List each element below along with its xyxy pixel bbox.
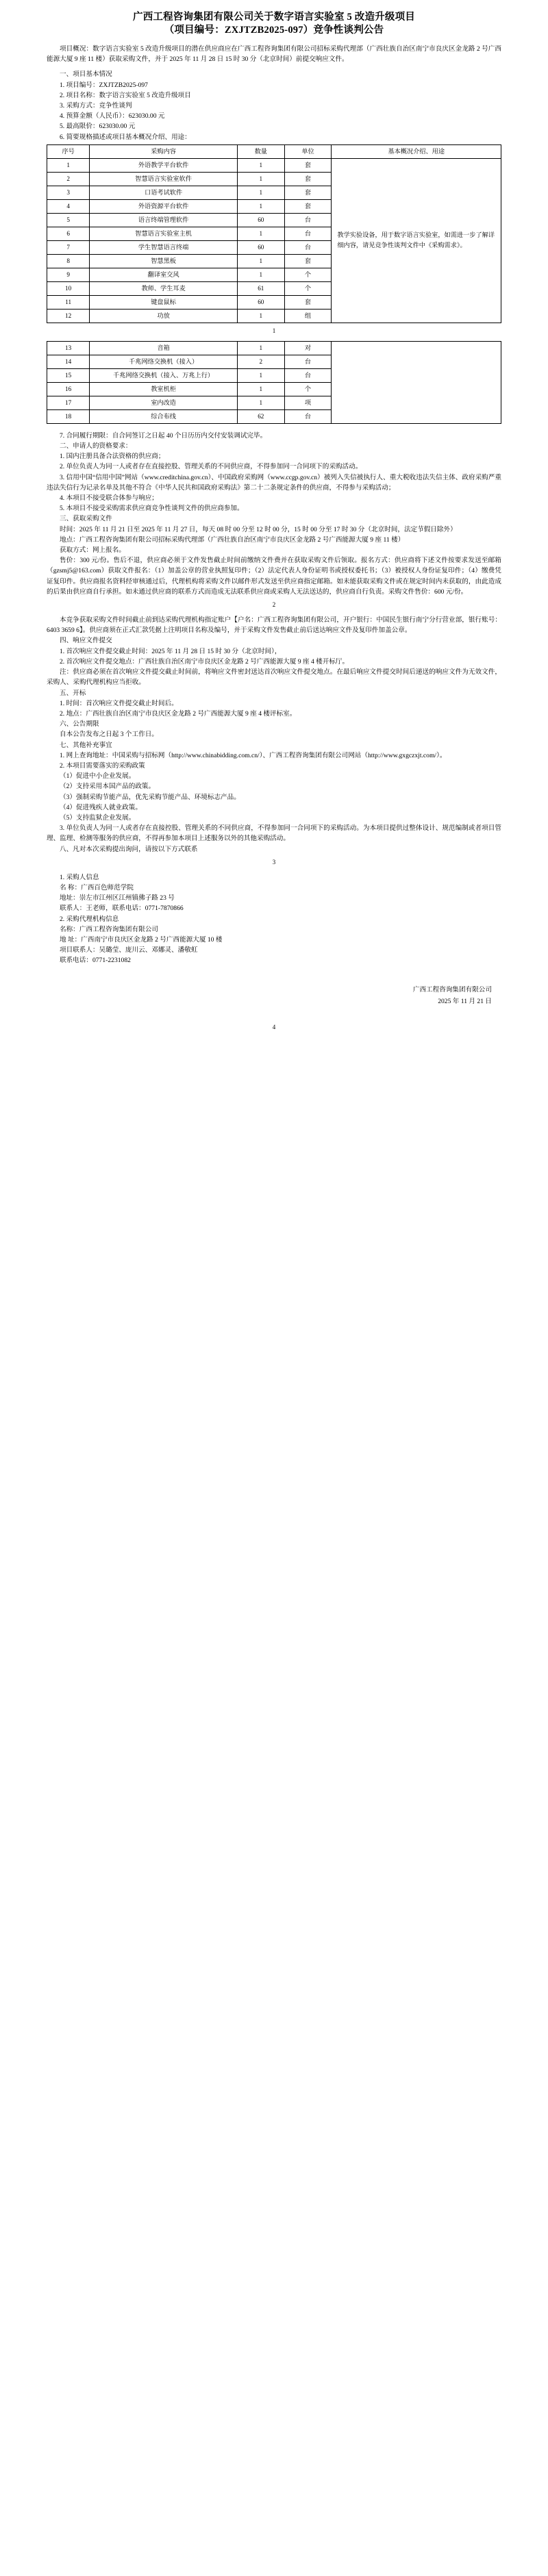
section-3-item-2: 地点：广西工程咨询集团有限公司招标采购代理部（广西壮族自治区南宁市良庆区金龙路 2 号广西能源大厦 9 座 11 楼） — [60, 535, 405, 544]
cell-index: 18 — [47, 409, 90, 423]
cell-item: 智慧语言实验室主机 — [90, 227, 238, 240]
document-title-line2: （项目编号：ZXJTZB2025-097）竞争性谈判公告 — [164, 25, 384, 36]
cell-unit: 套 — [284, 186, 332, 199]
cell-qty: 60 — [237, 295, 284, 309]
col-qty: 数量 — [237, 144, 284, 158]
section-7-policy-4: （4）促进残疾人就业政策。 — [60, 803, 142, 811]
page-number-1: 1 — [272, 327, 276, 334]
signature-date: 2025 年 11 月 21 日 — [438, 997, 492, 1005]
cell-index: 12 — [47, 309, 90, 323]
cell-unit: 个 — [284, 281, 332, 295]
cell-description-empty — [332, 341, 501, 423]
cell-item: 键盘鼠标 — [90, 295, 238, 309]
table-row — [47, 341, 501, 355]
cell-index: 2 — [47, 172, 90, 186]
table-body — [47, 341, 501, 423]
cell-index: 17 — [47, 396, 90, 409]
cell-index: 4 — [47, 199, 90, 213]
section-4-item-2: 2. 首次响应文件提交地点：广西壮族自治区南宁市良庆区金龙路 2 号广西能源大厦 9 座 4 楼开标厅。 — [60, 657, 349, 666]
document-title-line1: 广西工程咨询集团有限公司关于数字语言实验室 5 改造升级项目 — [133, 12, 415, 23]
cell-unit: 台 — [284, 213, 332, 227]
cell-qty: 60 — [237, 240, 284, 254]
agency-project-contact: 项目联系人：吴璐莹、庞川云、邓娜灵、潘敬虹 — [60, 946, 198, 955]
section-5-item-2: 2. 地点：广西壮族自治区南宁市良庆区金龙路 2 号广西能源大厦 9 座 4 楼评标室。 — [60, 709, 297, 718]
page-number-4: 4 — [272, 1023, 276, 1031]
cell-qty: 1 — [237, 172, 284, 186]
cell-item: 千兆网络交换机（接入、万兆上行） — [90, 368, 238, 382]
intro-paragraph: 项目概况：数字语言实验室 5 改造升级项目的潜在供应商应在广西工程咨询集团有限公司招标采购代理部（广西壮族自治区南宁市良庆区金龙路 2 号广西能源大厦 9 座 11 楼）获取采购文件，并于 2025 年 11 月 28 日 15 时 30 分（北京时间）前提交响应文件。 — [47, 45, 501, 64]
document-body-page3 — [37, 615, 511, 855]
cell-item: 智慧语言实验室软件 — [90, 172, 238, 186]
cell-unit: 台 — [284, 227, 332, 240]
page-title — [37, 11, 511, 37]
purchaser-name: 名 称：广西百色师范学院 — [60, 883, 134, 892]
section-7-policy-2: （2）支持采用本国产品的政策。 — [60, 783, 155, 791]
cell-index: 16 — [47, 382, 90, 396]
section-1-item-1: 1. 项目编号：ZXJTZB2025-097 — [60, 81, 148, 89]
cell-index: 3 — [47, 186, 90, 199]
cell-unit: 套 — [284, 199, 332, 213]
cell-index: 6 — [47, 227, 90, 240]
cell-index: 9 — [47, 268, 90, 281]
section-4-item-1: 1. 首次响应文件提交截止时间：2025 年 11 月 28 日 15 时 30 分（北京时间）， — [60, 647, 282, 655]
agency-name: 名称：广西工程咨询集团有限公司 — [60, 925, 158, 933]
cell-qty: 1 — [237, 368, 284, 382]
section-3-tail: 本竞争获取采购文件时间截止前到达采购代理机构指定账户【户名：广西工程咨询集团有限公司，开户银行：中国民生银行南宁分行营业部，银行账号：6403 3659 6】。供应商须在正式汇款凭据上注明项目名称及编号，并于采购文件发售截止前后送达响应文件及复印件加盖公章。 — [47, 616, 501, 635]
section-2-item-5: 5. 本项目不接受采购需求供应商竞争性谈判文件的供应商参加。 — [60, 505, 244, 513]
cell-unit: 套 — [284, 295, 332, 309]
cell-qty: 1 — [237, 341, 284, 355]
cell-item: 教室机柜 — [90, 382, 238, 396]
section-2-item-3: 3. 信用中国“信用中国”网站（www.creditchina.gov.cn）、中国政府采购网（www.ccgp.gov.cn）被列入失信被执行人、重大税收违法失信主体、政府采购严重违法失信行为记录名单及其他不符合《中华人民共和国政府采购法》第二十二条规定条件的供应商，不得参与采购活动； — [47, 473, 501, 492]
section-2-item-2: 2. 单位负责人为同一人或者存在直接控股、管理关系的不同供应商，不得参加同一合同项下的采购活动。 — [60, 463, 362, 471]
table-header-row — [47, 144, 501, 158]
cell-item: 语言终端管理软件 — [90, 213, 238, 227]
cell-qty: 62 — [237, 409, 284, 423]
table-body — [47, 158, 501, 323]
document-body — [37, 44, 511, 142]
section-1-item-7: 7. 合同履行期限：自合同签订之日起 40 个日历历内交付安装调试完毕。 — [60, 431, 267, 440]
cell-item: 外语教学平台软件 — [90, 158, 238, 172]
cell-item: 教师、学生耳麦 — [90, 281, 238, 295]
cell-unit: 台 — [284, 240, 332, 254]
cell-item: 学生智慧语言终端 — [90, 240, 238, 254]
section-1-heading: 一、项目基本情况 — [60, 71, 112, 79]
cell-qty: 1 — [237, 382, 284, 396]
cell-unit: 台 — [284, 409, 332, 423]
col-unit: 单位 — [284, 144, 332, 158]
purchaser-contact: 联系人：王老师，联系电话：0771-7870866 — [60, 905, 184, 913]
cell-qty: 1 — [237, 309, 284, 323]
cell-item: 室内改造 — [90, 396, 238, 409]
cell-item: 外语资源平台软件 — [90, 199, 238, 213]
cell-index: 10 — [47, 281, 90, 295]
purchaser-heading: 1. 采购人信息 — [60, 873, 99, 881]
cell-item: 千兆网络交换机（接入） — [90, 355, 238, 368]
purchaser-address: 地址：崇左市江州区江州镇佛子路 23 号 — [60, 894, 175, 902]
cell-qty: 1 — [237, 186, 284, 199]
document-body-continued — [37, 426, 511, 597]
cell-qty: 1 — [237, 227, 284, 240]
cell-unit: 项 — [284, 396, 332, 409]
cell-index: 8 — [47, 254, 90, 268]
section-7-item-1: 1. 网上查询地址：中国采购与招标网（http://www.chinabidding.com.cn/）、广西工程咨询集团有限公司网站（http://www.gxgczxjt.com/）。 — [60, 751, 447, 759]
section-7-policy-1: （1）促进中小企业发展。 — [60, 772, 136, 781]
cell-item: 智慧黑板 — [90, 254, 238, 268]
cell-unit: 台 — [284, 355, 332, 368]
cell-description: 教学实验设备，用于数字语言实验室，如需进一步了解详细内容，请见竞争性谈判文件中《采购需求》。 — [332, 158, 501, 323]
section-5-heading: 五、开标 — [60, 689, 86, 697]
cell-unit: 对 — [284, 341, 332, 355]
cell-unit: 个 — [284, 382, 332, 396]
section-7-policy-5: （5）支持监狱企业发展。 — [60, 813, 136, 822]
section-7-item-2: 2. 本项目需要落实的采购政策 — [60, 761, 145, 770]
cell-index: 11 — [47, 295, 90, 309]
cell-item: 功放 — [90, 309, 238, 323]
cell-qty: 61 — [237, 281, 284, 295]
section-3-heading: 三、获取采购文件 — [60, 515, 112, 523]
cell-index: 1 — [47, 158, 90, 172]
agency-phone: 联系电话：0771-2231082 — [60, 957, 131, 965]
signature-org: 广西工程咨询集团有限公司 — [412, 985, 492, 994]
cell-unit: 套 — [284, 254, 332, 268]
cell-index: 15 — [47, 368, 90, 382]
cell-item: 综合布线 — [90, 409, 238, 423]
section-7-item-3: 3. 单位负责人为同一人或者存在直接控股、管理关系的不同供应商，不得参加同一合同项下的采购活动。为本项目提供过整体设计、规范编制或者项目管理、监理、检测等服务的供应商，不得再参加本项目上述服务以外的其他采购活动。 — [47, 824, 501, 843]
cell-qty: 1 — [237, 254, 284, 268]
section-4-note: 注：供应商必须在首次响应文件提交截止时间前，将响应文件密封送达首次响应文件提交地点。在最后响应文件提交时间后递送的响应文件为无效文件，采购人、采购代理机构应当拒收。 — [47, 668, 501, 687]
cell-qty: 2 — [237, 355, 284, 368]
cell-unit: 套 — [284, 172, 332, 186]
cell-unit: 组 — [284, 309, 332, 323]
agency-heading: 2. 采购代理机构信息 — [60, 915, 119, 923]
section-4-heading: 四、响应文件提交 — [60, 637, 112, 645]
cell-index: 5 — [47, 213, 90, 227]
cell-item: 翻译室交风 — [90, 268, 238, 281]
section-7-heading: 七、其他补充事宜 — [60, 741, 112, 749]
procurement-table-part2 — [47, 341, 501, 424]
section-8-heading: 八、凡对本次采购提出询问，请按以下方式联系 — [60, 845, 198, 853]
table-row — [47, 158, 501, 172]
cell-qty: 60 — [237, 213, 284, 227]
procurement-table-part1 — [47, 144, 501, 323]
section-3-item-4: 售价：300 元/份。售后不退，供应商必须于文件发售截止时间前缴纳文件费并在获取采购文件后领取。报名方式：供应商将下述文件按要求发送至邮箱（gzsmj5@163.com）获取文件报名：（1）加盖公章的营业执照复印件；（2）法定代表人身份证明书或授权委托书；（3）被授权人身份证复印件；（4）缴费凭证复印件。供应商报名资料经审核通过后，代理机构将采购文件以邮件形式发送至供应商指定邮箱。如未能获取采购文件或在规定时间内未获取的，由此造成的后果由供应商自行承担。如未通过供应商的联系方式而造成无法联系供应商或采购人无法送达的，供应商自行负责。采购文件售价：600 元/份。 — [47, 557, 501, 596]
section-6-item-1: 自本公告发布之日起 3 个工作日。 — [60, 731, 158, 739]
section-1-item-3: 3. 采购方式：竞争性谈判 — [60, 102, 132, 110]
section-1-item-5: 5. 最高限价：623030.00 元 — [60, 123, 136, 131]
section-3-item-1: 时间：2025 年 11 月 21 日至 2025 年 11 月 27 日，每天 08 时 00 分至 12 时 00 分，15 时 00 分至 17 时 30 分（北京时间，法定节假日除外） — [60, 525, 457, 533]
cell-unit: 个 — [284, 268, 332, 281]
section-7-policy-3: （3）强制采购节能产品，优先采购节能产品、环境标志产品。 — [60, 793, 240, 801]
section-5-item-1: 1. 时间：首次响应文件提交截止时间后。 — [60, 699, 178, 707]
section-6-heading: 六、公告期限 — [60, 720, 99, 729]
section-1-item-2: 2. 项目名称：数字语言实验室 5 改造升级项目 — [60, 91, 191, 99]
page-number-2: 2 — [272, 601, 276, 609]
cell-qty: 1 — [237, 158, 284, 172]
signature-block — [37, 984, 511, 1007]
section-1-item-6: 6. 简要规格描述或项目基本概况介绍、用途： — [60, 133, 191, 141]
cell-index: 13 — [47, 341, 90, 355]
contacts-section — [37, 872, 511, 966]
cell-index: 14 — [47, 355, 90, 368]
section-2-item-1: 1. 国内注册具备合法资格的供应商； — [60, 453, 165, 461]
cell-index: 7 — [47, 240, 90, 254]
cell-qty: 1 — [237, 199, 284, 213]
section-2-item-4: 4. 本项目不接受联合体参与响应； — [60, 494, 158, 503]
section-1-item-4: 4. 预算金额（人民币）：623030.00 元 — [60, 112, 165, 121]
cell-qty: 1 — [237, 396, 284, 409]
col-index: 序号 — [47, 144, 90, 158]
page-number-3: 3 — [272, 858, 276, 866]
cell-unit: 套 — [284, 158, 332, 172]
section-3-item-3: 获取方式：网上报名。 — [60, 546, 125, 555]
section-2-heading: 二、申请人的资格要求： — [60, 442, 132, 451]
col-item: 采购内容 — [90, 144, 238, 158]
cell-item: 音箱 — [90, 341, 238, 355]
col-desc: 基本概况介绍、用途 — [332, 144, 501, 158]
cell-unit: 台 — [284, 368, 332, 382]
cell-item: 口语考试软件 — [90, 186, 238, 199]
agency-address: 地 址：广西南宁市良庆区金龙路 2 号广西能源大厦 10 楼 — [60, 935, 223, 944]
cell-qty: 1 — [237, 268, 284, 281]
